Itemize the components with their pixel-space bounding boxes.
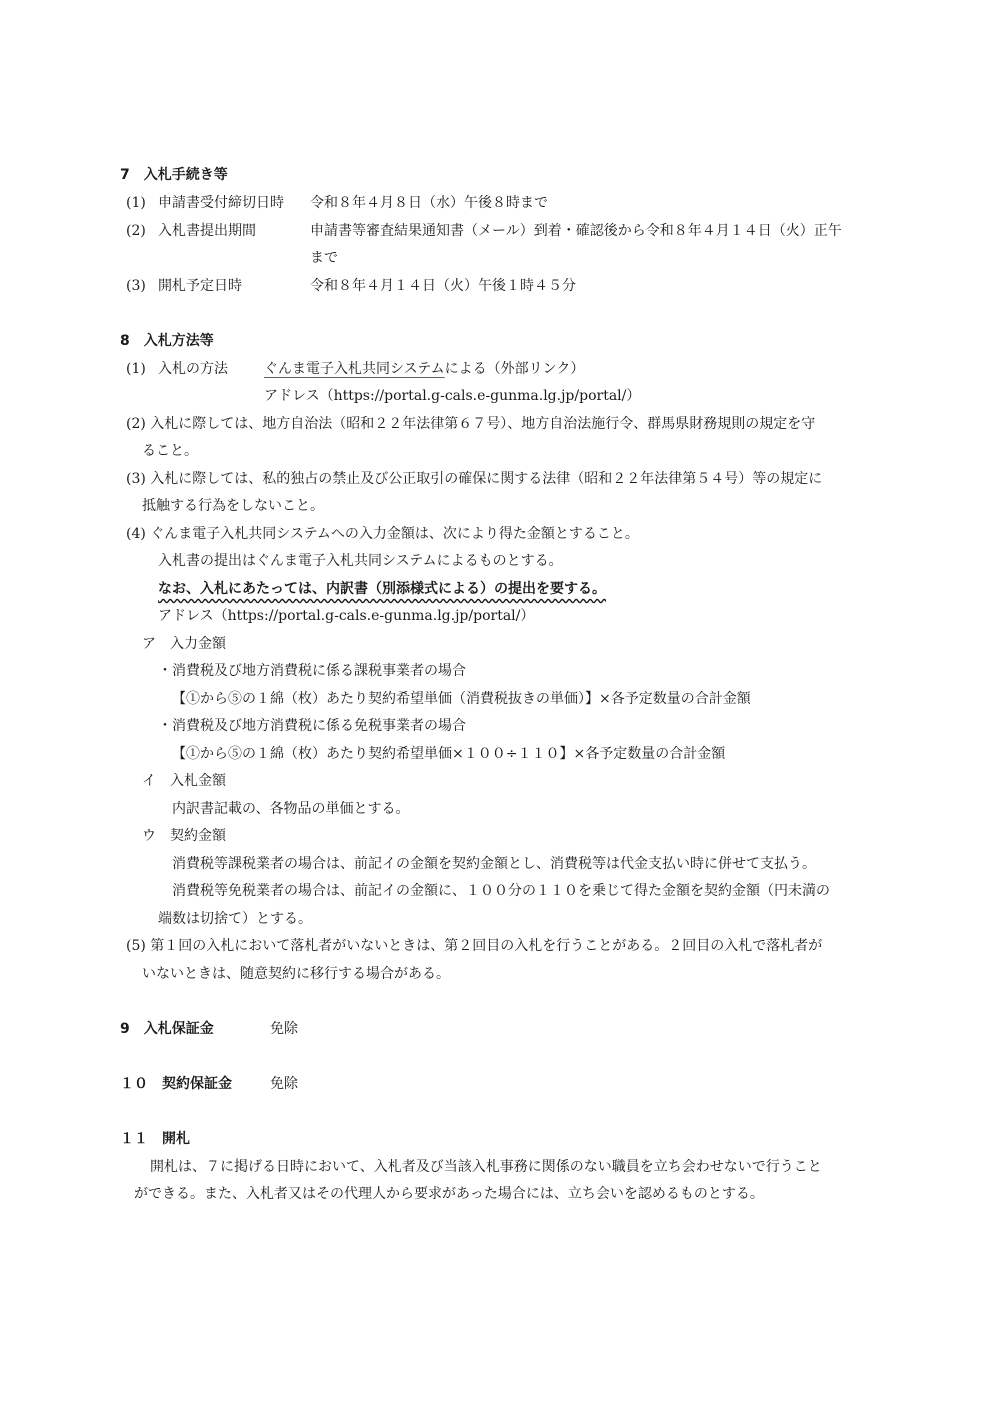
s8-p2-line2: ること。 xyxy=(142,443,198,459)
section-8-heading: 8 入札方法等 xyxy=(120,333,214,349)
s11-text-line1: 開札は、７に掲げる日時において、入札者及び当該入札事務に関係のない職員を立ち会わせないで行うこと xyxy=(150,1159,822,1175)
s11-text-line2: ができる。また、入札者又はその代理人から要求があった場合には、立ち会いを認めるものとする。 xyxy=(134,1186,764,1202)
section-10-heading: １０ 契約保証金 xyxy=(120,1076,232,1092)
s8-p1-num: (1) xyxy=(126,361,146,377)
gunma-e-bidding-link[interactable]: ぐんま電子入札共同システム xyxy=(264,361,445,377)
section-11-heading: １１ 開札 xyxy=(120,1131,190,1147)
s9-value: 免除 xyxy=(270,1021,298,1037)
s8-i-heading: イ 入札金額 xyxy=(142,773,226,789)
s8-p1-after: による（外部リンク） xyxy=(444,361,585,377)
s7-item1-num: (1) xyxy=(126,195,146,211)
s8-u-text2: 消費税等免税業者の場合は、前記イの金額に、１００分の１１０を乗じて得た金額を契約金額（円未満の xyxy=(172,883,830,899)
s8-a-item2: ・消費税及び地方消費税に係る免税事業者の場合 xyxy=(158,718,466,734)
s8-p4-line2: 入札書の提出はぐんま電子入札共同システムによるものとする。 xyxy=(158,553,563,569)
s7-item3-num: (3) xyxy=(126,278,146,294)
s7-item1-text: 令和８年４月８日（水）午後８時まで xyxy=(310,195,548,211)
s7-item1-label: 申請書受付締切日時 xyxy=(158,195,284,211)
s8-a-formula1: 【①から⑤の１綿（枚）あたり契約希望単価（消費税抜きの単価）】×各予定数量の合計金額 xyxy=(172,691,751,707)
s8-a-heading: ア 入力金額 xyxy=(142,636,226,652)
s8-a-item1: ・消費税及び地方消費税に係る課税事業者の場合 xyxy=(158,663,466,679)
s8-a-formula2: 【①から⑤の１綿（枚）あたり契約希望単価×１００÷１１０】×各予定数量の合計金額 xyxy=(172,746,726,762)
s7-item2-cont: まで xyxy=(310,250,338,266)
s8-p5-line1: (5) 第１回の入札において落札者がいないときは、第２回目の入札を行うことがある。２回目の入札で落札者が xyxy=(126,938,823,954)
s8-p3-line1: (3) 入札に際しては、私的独占の禁止及び公正取引の確保に関する法律（昭和２２年法律第５４号）等の規定に xyxy=(126,471,823,487)
s7-item2-label: 入札書提出期間 xyxy=(158,223,256,239)
s8-p5-line2: いないときは、随意契約に移行する場合がある。 xyxy=(142,966,450,982)
s8-p3-line2: 抵触する行為をしないこと。 xyxy=(142,498,324,514)
s8-p2-line1: (2) 入札に際しては、地方自治法（昭和２２年法律第６７号）、地方自治法施行令、群馬県財務規則の規定を守 xyxy=(126,416,816,432)
s8-p4-notice: なお、入札にあたっては、内訳書（別添様式による）の提出を要する。 xyxy=(158,581,606,597)
s8-u-text1: 消費税等課税業者の場合は、前記イの金額を契約金額とし、消費税等は代金支払い時に併せて支払う。 xyxy=(172,856,816,872)
s8-i-text: 内訳書記載の、各物品の単価とする。 xyxy=(172,801,410,817)
s10-value: 免除 xyxy=(270,1076,298,1092)
s7-item2-text: 申請書等審査結果通知書（メール）到着・確認後から令和８年４月１４日（火）正午 xyxy=(310,223,842,239)
section-7-heading: 7 入札手続き等 xyxy=(120,167,228,183)
s7-item3-label: 開札予定日時 xyxy=(158,278,242,294)
section-9-heading: 9 入札保証金 xyxy=(120,1021,214,1037)
s8-p4-line1: (4) ぐんま電子入札共同システムへの入力金額は、次により得た金額とすること。 xyxy=(126,526,639,542)
s8-p4-address: アドレス（https://portal.g-cals.e-gunma.lg.jp/portal/） xyxy=(158,608,535,624)
s8-u-text3: 端数は切捨て）とする。 xyxy=(158,911,312,927)
s8-p1-label: 入札の方法 xyxy=(158,361,228,377)
s7-item2-num: (2) xyxy=(126,223,146,239)
s7-item3-text: 令和８年４月１４日（火）午後１時４５分 xyxy=(310,278,576,294)
s8-p1-address: アドレス（https://portal.g-cals.e-gunma.lg.jp/portal/） xyxy=(264,388,641,404)
s8-u-heading: ウ 契約金額 xyxy=(142,828,226,844)
